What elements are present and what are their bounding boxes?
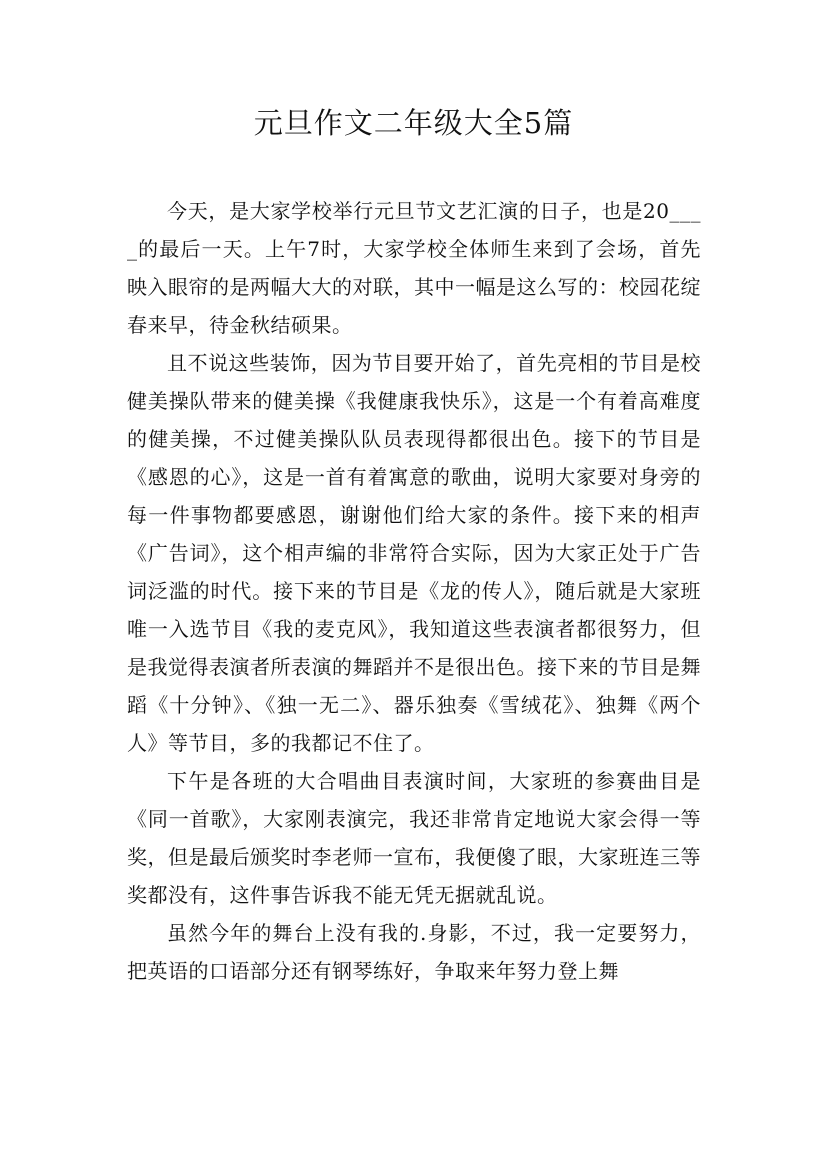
- paragraph-2: 且不说这些装饰，因为节目要开始了，首先亮相的节目是校健美操队带来的健美操《我健康我快乐》，这是一个有着高难度的健美操，不过健美操队队员表现得都很出色。接下的节目是《感恩的心》，这是一首有着寓意的歌曲，说明大家要对身旁的每一件事物都要感恩，谢谢他们给大家的条件。接下来的相声《广告词》，这个相声编的非常符合实际，因为大家正处于广告词泛滥的时代。接下来的节目是《龙的传人》，随后就是大家班唯一入选节目《我的麦克风》，我知道这些表演者都很努力，但是我觉得表演者所表演的舞蹈并不是很出色。接下来的节目是舞蹈《十分钟》、《独一无二》、器乐独奏《雪绒花》、独舞《两个人》等节目，多的我都记不住了。: [127, 351, 701, 755]
- document-title: 元旦作文二年级大全5篇: [253, 106, 574, 140]
- paragraph-1: 今天，是大家学校举行元旦节文艺汇演的日子，也是20____的最后一天。上午7时，大家学校全体师生来到了会场，首先映入眼帘的是两幅大大的对联，其中一幅是这么写的：校园花绽春来早，待金秋结硕果。: [127, 199, 701, 337]
- document-body: [127, 192, 701, 990]
- paragraph-4: 虽然今年的舞台上没有我的.身影，不过，我一定要努力，把英语的口语部分还有钢琴练好，争取来年努力登上舞: [127, 921, 701, 983]
- paragraph-3: 下午是各班的大合唱曲目表演时间，大家班的参赛曲目是《同一首歌》，大家刚表演完，我还非常肯定地说大家会得一等奖，但是最后颁奖时李老师一宣布，我便傻了眼，大家班连三等奖都没有，这件事告诉我不能无凭无据就乱说。: [127, 769, 701, 907]
